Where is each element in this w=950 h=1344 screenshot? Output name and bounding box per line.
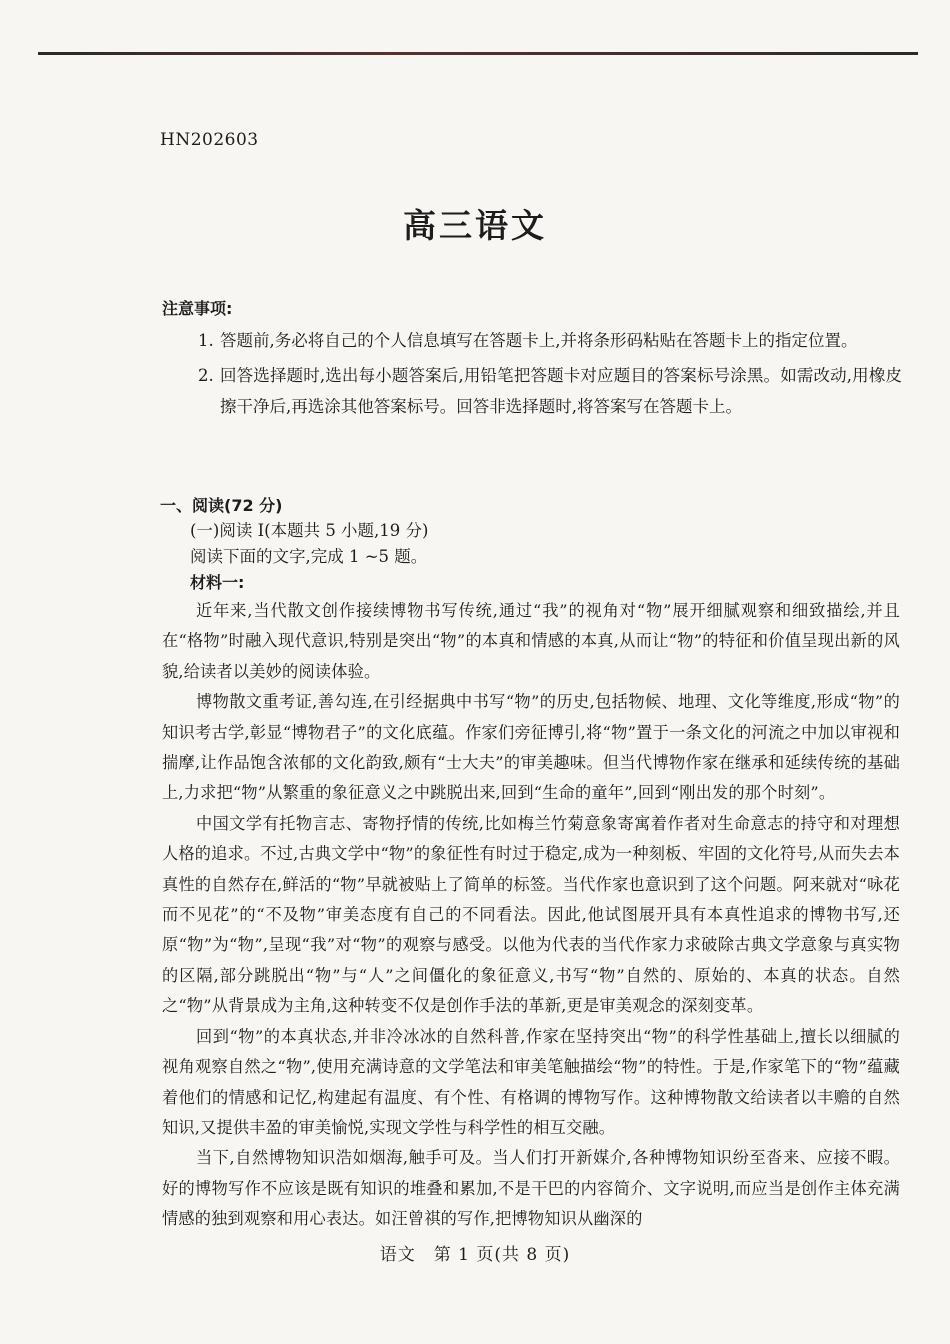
notes-heading: 注意事项: xyxy=(162,299,233,318)
subsection-title: (一)阅读 I(本题共 5 小题,19 分) xyxy=(190,521,429,540)
note-text: 回答选择题时,选出每小题答案后,用铅笔把答题卡对应题目的答案标号涂黑。如需改动,用橡皮擦干净后,再选涂其他答案标号。回答非选择题时,将答案写在答题卡上。 xyxy=(220,366,902,416)
note-number: 1. xyxy=(198,331,214,350)
top-rule xyxy=(38,52,918,55)
paragraph: 当下,自然博物知识浩如烟海,触手可及。当人们打开新媒介,各种博物知识纷至沓来、应接不暇。好的博物写作不应该是既有知识的堆叠和累加,不是干巴的内容简介、文字说明,而应当是创作主体充满情感的独到观察和用心表达。如汪曾祺的写作,把博物知识从幽深的 xyxy=(162,1148,900,1229)
paragraph: 回到“物”的本真状态,并非冷冰冰的自然科普,作家在坚持突出“物”的科学性基础上,擅长以细腻的视角观察自然之“物”,使用充满诗意的文学笔法和审美笔触描绘“物”的特性。于是,作家笔下的“物”蕴藏着他们的情感和记忆,构建起有温度、有个性、有格调的博物写作。这种博物散文给读者以丰赡的自然知识,又提供丰盈的审美愉悦,实现文学性与科学性的相互交融。 xyxy=(162,1026,900,1137)
notes-block xyxy=(162,296,902,422)
section-title: 一、阅读(72 分) xyxy=(160,496,283,515)
note-text: 答题前,务必将自己的个人信息填写在答题卡上,并将条形码粘贴在答题卡上的指定位置。 xyxy=(220,331,858,350)
note-number: 2. xyxy=(198,366,214,385)
note-item xyxy=(162,325,902,356)
note-item xyxy=(162,360,902,422)
document-code: HN202603 xyxy=(160,130,259,150)
page-title: 高三语文 xyxy=(403,206,547,245)
reading-section xyxy=(162,494,902,1235)
material-label: 材料一: xyxy=(190,573,245,592)
page-footer: 语文 第 1 页(共 8 页) xyxy=(379,1245,571,1265)
paragraph: 近年来,当代散文创作接续博物书写传统,通过“我”的视角对“物”展开细腻观察和细致描绘,并且在“格物”时融入现代意识,特别是突出“物”的本真和情感的本真,从而让“物”的特征和价值呈现出新的风貌,给读者以美妙的阅读体验。 xyxy=(162,601,900,681)
instruction: 阅读下面的文字,完成 1 ~5 题。 xyxy=(190,547,428,566)
paragraph: 博物散文重考证,善勾连,在引经据典中书写“物”的历史,包括物候、地理、文化等维度,形成“物”的知识考古学,彰显“博物君子”的文化底蕴。作家们旁征博引,将“物”置于一条文化的河流之中加以审视和揣摩,让作品饱含浓郁的文化韵致,颇有“士大夫”的审美趣味。但当代博物作家在继承和延续传统的基础上,力求把“物”从繁重的象征意义之中跳脱出来,回到“生命的童年”,回到“刚出发的那个时刻”。 xyxy=(162,692,900,803)
paragraph: 中国文学有托物言志、寄物抒情的传统,比如梅兰竹菊意象寄寓着作者对生命意志的持守和对理想人格的追求。不过,古典文学中“物”的象征性有时过于稳定,成为一种刻板、牢固的文化符号,从而失去本真性的自然存在,鲜活的“物”早就被贴上了简单的标签。当代作家也意识到了这个问题。阿来就对“咏花而不见花”的“不及物”审美态度有自己的不同看法。因此,他试图展开具有本真性追求的博物书写,还原“物”为“物”,呈现“我”对“物”的观察与感受。以他为代表的当代作家力求破除古典文学意象与真实物的区隔,部分跳脱出“物”与“人”之间僵化的象征意义,书写“物”自然的、原始的、本真的状态。自然之“物”从背景成为主角,这种转变不仅是创作手法的革新,更是审美观念的深刻变革。 xyxy=(162,813,900,1016)
